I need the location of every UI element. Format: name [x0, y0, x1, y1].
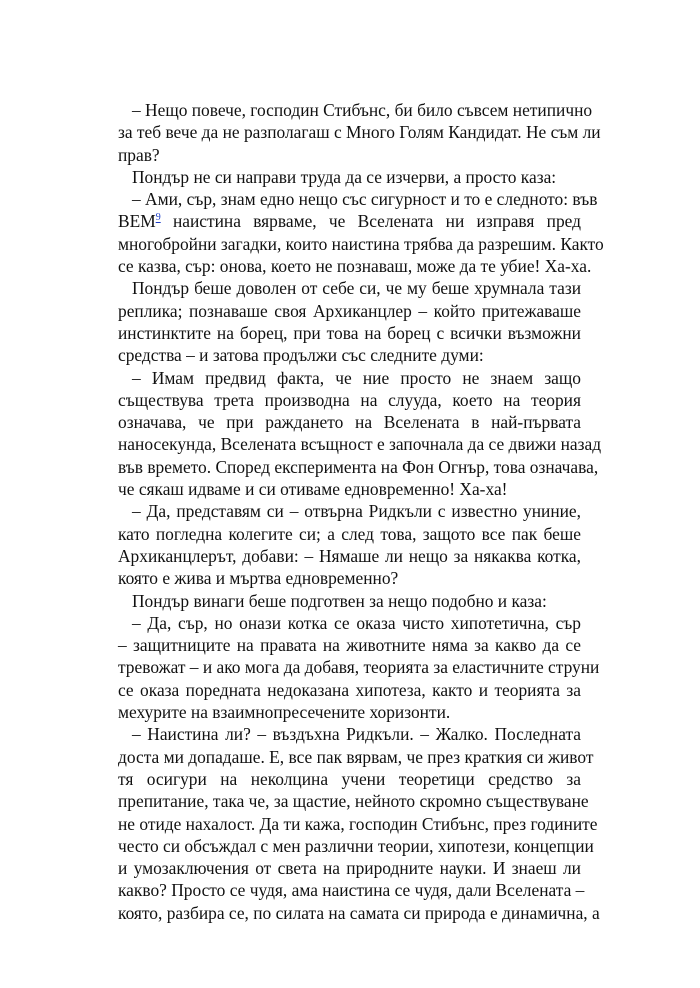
text-line: като погледна колегите си; а след това, защото все пак беше [118, 523, 581, 544]
text-line: доста ми допадаше. Е, все пак вярвам, че през краткия си живот [118, 746, 594, 767]
text-line: и умозаключения от света на природните науки. И знаеш ли [118, 858, 581, 879]
text-line: Архиканцлерът, добави: – Нямаше ли нещо за някаква котка, [118, 545, 581, 566]
text-line: Пондър не си направи труда да се изчерви, а просто каза: [132, 166, 557, 187]
text-line: която е жива и мъртва едновременно? [118, 568, 399, 589]
text-line: многобройни загадки, които наистина трябва да разрешим. Както [118, 233, 604, 254]
text-line: мехурите на взаимнопресечените хоризонти. [118, 702, 451, 723]
text-line: средства – и затова продължи със следните думи: [118, 345, 484, 366]
text-line: – Да, сър, но онази котка се оказа чисто хипотетична, сър [132, 612, 581, 633]
text-line: – Наистина ли? – въздъхна Ридкъли. – Жалко. Последната [132, 724, 581, 745]
text-line: се казва, сър: онова, което не познаваш, може да те убие! Ха-ха. [118, 256, 592, 277]
text-line: – защитниците на правата на животните няма за какво да се [118, 635, 581, 656]
text-line: – Имам предвид факта, че ние просто не знаем защо [132, 367, 581, 388]
text-line [118, 210, 581, 232]
text-line: прав? [118, 144, 160, 165]
text-line: какво? Просто се чудя, ама наистина се чудя, дали Вселената – [118, 880, 585, 901]
text-line: инстинктите на борец, при това на борец с всички възможни [118, 322, 581, 343]
text-line: реплика; познаваше своя Архиканцлер – който притежаваше [118, 300, 581, 321]
text-line: не отиде нахалост. Да ти кажа, господин Стибънс, през годините [118, 813, 598, 834]
text-line: – Ами, сър, знам едно нещо със сигурност и то е следното: във [132, 189, 598, 210]
text-line: наносекунда, Вселената всъщност е започнала да се движи назад [118, 434, 602, 455]
text-line: че сякаш идваме и си отиваме едновременно! Ха-ха! [118, 479, 508, 500]
footnote-reference-link[interactable]: 9 [155, 212, 161, 224]
text-line: която, разбира се, по силата на самата си природа е динамична, а [118, 902, 600, 923]
text-segment: наистина вярваме, че Вселената ни изправя пред [160, 211, 581, 232]
text-line: съществува трета производна на слууда, което на теория [118, 389, 581, 410]
text-line: тя осигури на неколцина учени теоретици средство за [118, 768, 581, 789]
text-line: се оказа поредната недоказана хипотеза, както и теорията за [118, 679, 581, 700]
text-segment: ВЕМ [118, 211, 156, 232]
text-line: Пондър беше доволен от себе си, че му беше хрумнала тази [132, 278, 581, 299]
text-line: – Нещо повече, господин Стибънс, би било съвсем нетипично [132, 100, 593, 120]
text-line: често си обсъждал с мен различни теории, хипотези, концепции [118, 835, 594, 856]
text-line: за теб вече да не разполагаш с Много Голям Кандидат. Не съм ли [118, 122, 601, 143]
text-line: препитание, така че, за щастие, нейното скромно съществуване [118, 791, 589, 812]
text-line: тревожат – и ако мога да добавя, теорията за еластичните струни [118, 657, 600, 678]
text-line: – Да, представям си – отвърна Ридкъли с известно униние, [132, 501, 581, 522]
body-text [118, 99, 604, 924]
text-line: Пондър винаги беше подготвен за нещо подобно и каза: [132, 590, 547, 611]
text-line: във времето. Според експеримента на Фон Огнър, това означава, [118, 456, 599, 477]
text-line: означава, че при раждането на Вселената в най-първата [118, 412, 581, 433]
